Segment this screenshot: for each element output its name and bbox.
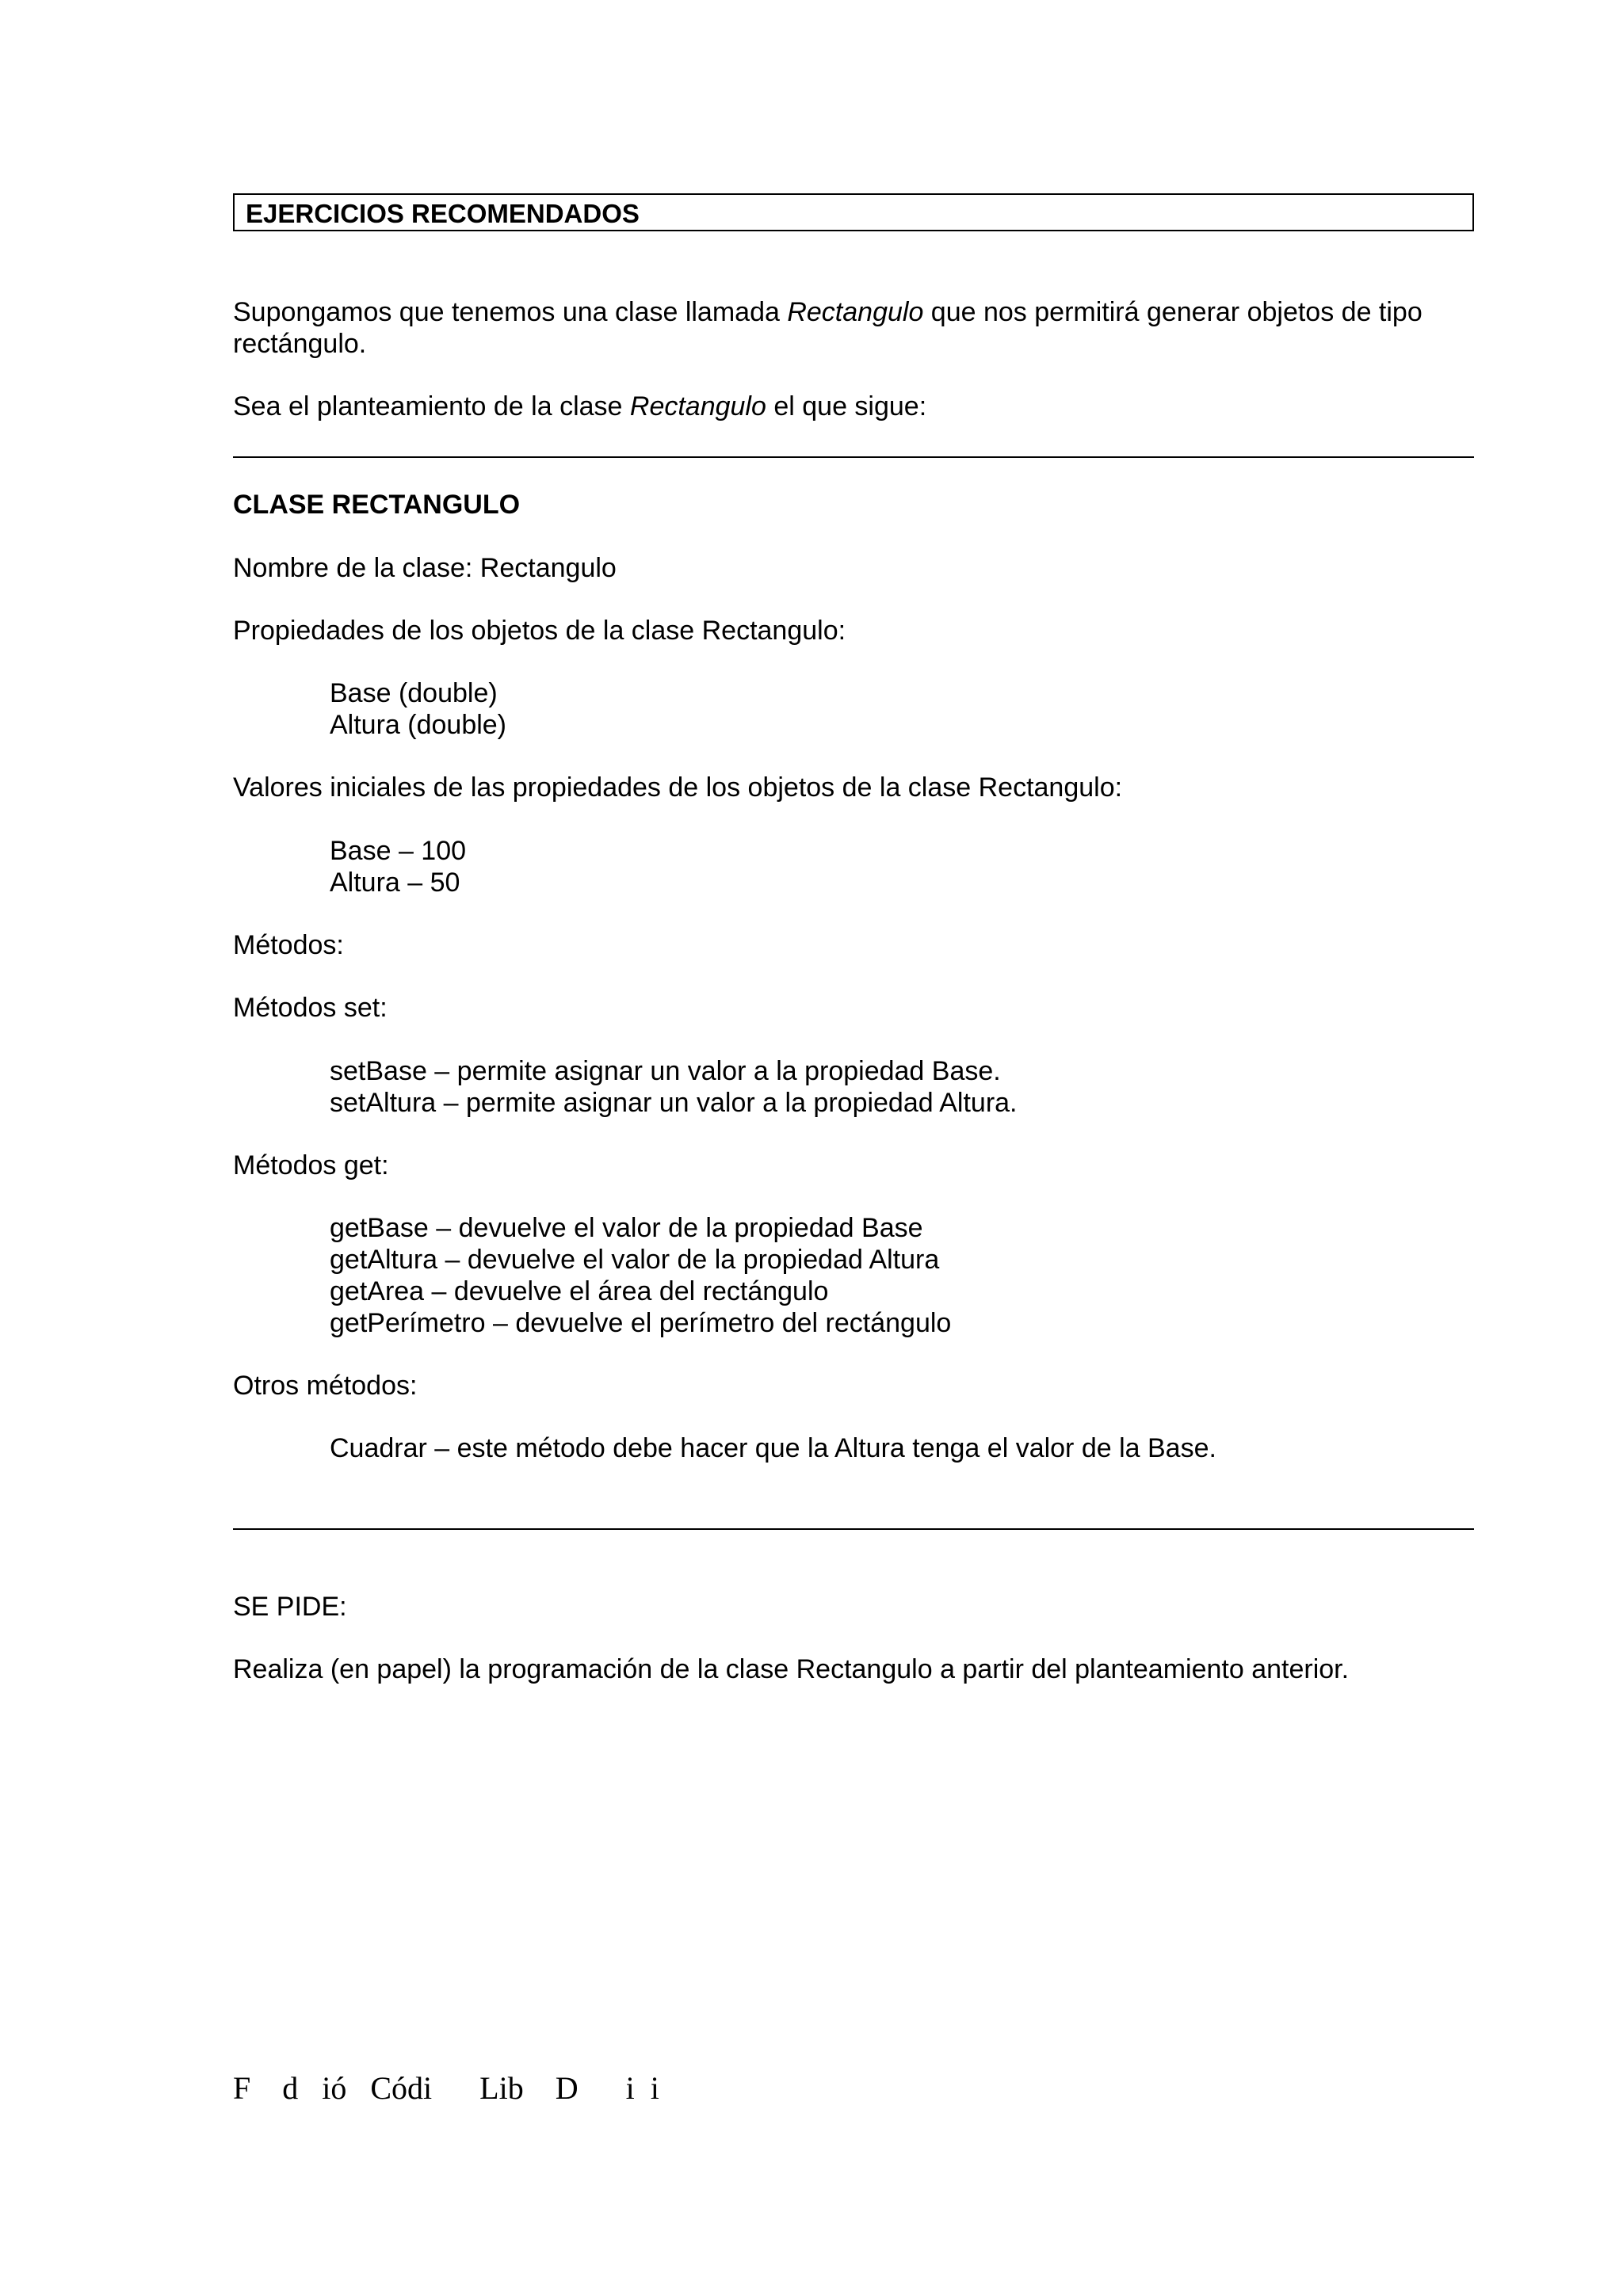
page-footer: F d ió Códi Lib D i i (233, 2070, 659, 2106)
statement-line (233, 391, 926, 422)
divider-top (233, 456, 1474, 458)
class-name-emphasis: Rectangulo (629, 391, 766, 421)
section-title: EJERCICIOS RECOMENDADOS (246, 199, 640, 228)
statement-text-continued: el que sigue: (766, 391, 927, 421)
intro-line-1 (233, 296, 1423, 328)
intro-line-2: rectángulo. (233, 329, 367, 359)
task-text: Realiza (en papel) la programación de la clase Rectangulo a partir del planteamiento anterior. (233, 1654, 1350, 1684)
task-heading: SE PIDE: (233, 1592, 347, 1622)
get-methods-heading: Métodos get: (233, 1150, 389, 1180)
class-heading: CLASE RECTANGULO (233, 490, 521, 520)
set-method-item: setAltura – permite asignar un valor a la propiedad Altura. (330, 1088, 1018, 1118)
other-methods-heading: Otros métodos: (233, 1371, 418, 1401)
property-item: Altura (double) (330, 710, 507, 740)
get-method-item: getBase – devuelve el valor de la propiedad Base (330, 1213, 923, 1243)
section-title-box (233, 193, 1474, 231)
statement-text: Sea el planteamiento de la clase (233, 391, 630, 421)
other-method-item: Cuadrar – este método debe hacer que la Altura tenga el valor de la Base. (330, 1433, 1216, 1463)
property-item: Base (double) (330, 678, 498, 708)
intro-text-continued: que nos permitirá generar objetos de tipo (923, 297, 1423, 327)
get-method-item: getPerímetro – devuelve el perímetro del rectángulo (330, 1308, 952, 1338)
initial-value-item: Altura – 50 (330, 868, 460, 898)
initial-values-heading: Valores iniciales de las propiedades de los objetos de la clase Rectangulo: (233, 772, 1123, 803)
divider-bottom (233, 1528, 1474, 1530)
initial-value-item: Base – 100 (330, 836, 467, 866)
get-method-item: getArea – devuelve el área del rectángulo (330, 1276, 829, 1306)
class-name-emphasis: Rectangulo (787, 297, 924, 327)
methods-heading: Métodos: (233, 930, 344, 960)
properties-heading: Propiedades de los objetos de la clase Rectangulo: (233, 616, 846, 646)
class-name-line: Nombre de la clase: Rectangulo (233, 553, 617, 583)
intro-text: Supongamos que tenemos una clase llamada (233, 297, 788, 327)
set-methods-heading: Métodos set: (233, 993, 388, 1023)
get-method-item: getAltura – devuelve el valor de la propiedad Altura (330, 1245, 940, 1275)
set-method-item: setBase – permite asignar un valor a la propiedad Base. (330, 1056, 1001, 1086)
